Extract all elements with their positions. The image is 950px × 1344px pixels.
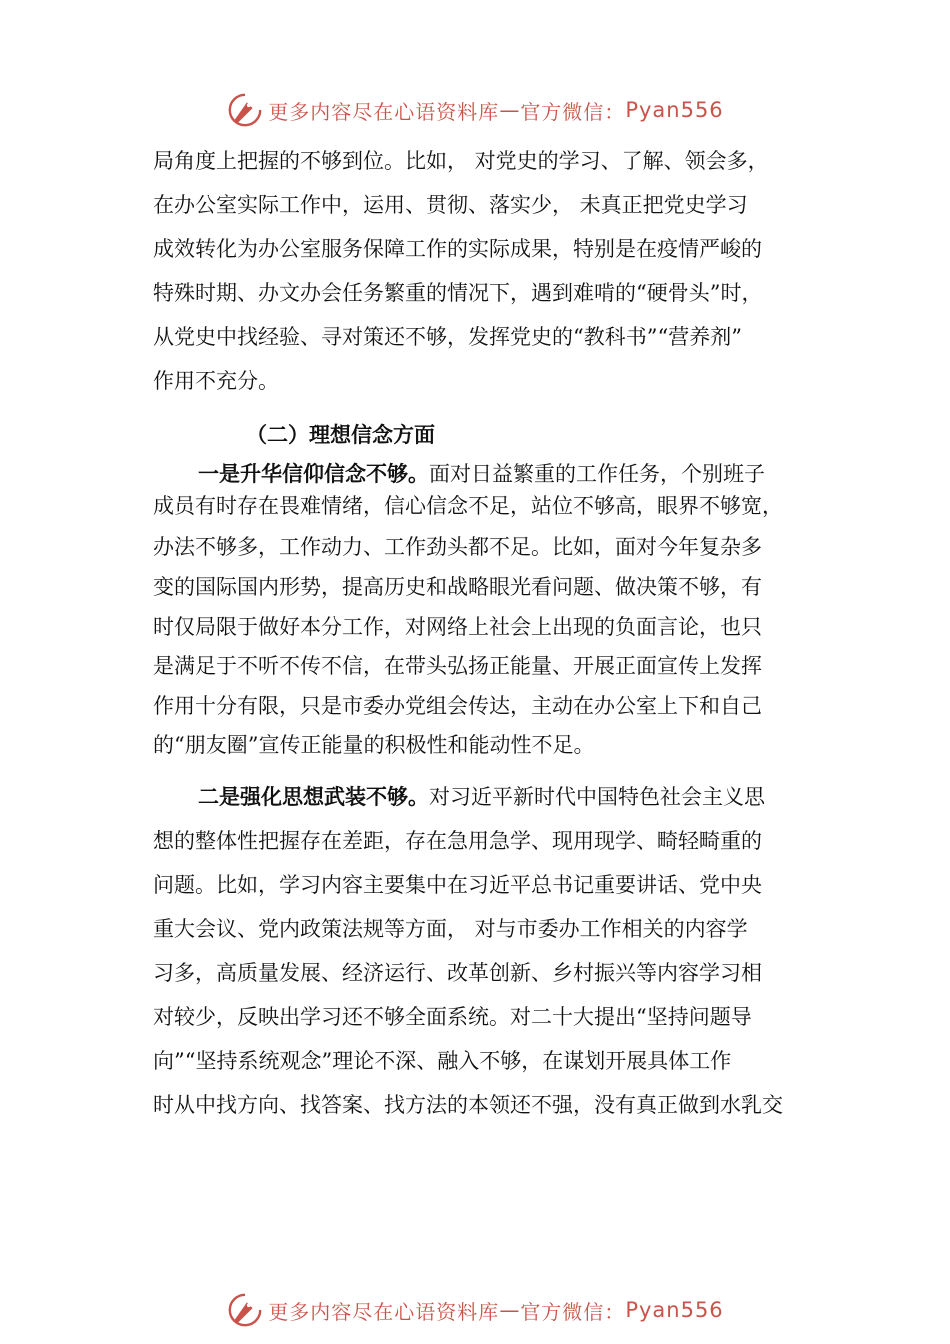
body-line: 的“朋友圈”宣传正能量的积极性和能动性不足。: [153, 733, 595, 757]
top-watermark-banner: [0, 90, 950, 130]
body-line: 作用十分有限，只是市委办党组会传达，主动在办公室上下和自己: [153, 694, 762, 718]
body-line: 作用不充分。: [153, 369, 279, 393]
pen-nib-logo-icon: [226, 1291, 264, 1329]
paragraph-text: 对习近平新时代中国特色社会主义思: [429, 785, 765, 809]
paragraph-first-line: [198, 782, 765, 812]
body-line: 时从中找方向、找答案、找方法的本领还不强，没有真正做到水乳交: [153, 1093, 783, 1117]
body-line: 变的国际国内形势，提高历史和战略眼光看问题、做决策不够，有: [153, 575, 762, 599]
paragraph-text: 面对日益繁重的工作任务，个别班子: [429, 462, 765, 486]
body-line: 办法不够多，工作动力、工作劲头都不足。比如，面对今年复杂多: [153, 535, 762, 559]
body-line: 向”“坚持系统观念”理论不深、融入不够，在谋划开展具体工作: [153, 1049, 732, 1073]
body-line: 想的整体性把握存在差距，存在急用急学、现用现学、畸轻畸重的: [153, 829, 762, 853]
section-heading: （二）理想信念方面: [246, 423, 435, 447]
body-line: 重大会议、党内政策法规等方面， 对与市委办工作相关的内容学: [153, 917, 748, 941]
watermark-wechat-id: Pyan556: [625, 1298, 724, 1322]
body-line: 在办公室实际工作中，运用、贯彻、落实少， 未真正把党史学习: [153, 193, 748, 217]
body-line: 局角度上把握的不够到位。比如， 对党史的学习、了解、领会多，: [153, 149, 769, 173]
body-line: 成效转化为办公室服务保障工作的实际成果，特别是在疫情严峻的: [153, 237, 762, 261]
bottom-watermark-banner: [0, 1290, 950, 1330]
body-line: 特殊时期、办文办会任务繁重的情况下，遇到难啃的“硬骨头”时，: [153, 281, 763, 305]
body-line: 习多，高质量发展、经济运行、改革创新、乡村振兴等内容学习相: [153, 961, 762, 985]
body-line: 时仅局限于做好本分工作，对网络上社会上出现的负面言论，也只: [153, 615, 762, 639]
body-line: 对较少，反映出学习还不够全面系统。对二十大提出“坚持问题导: [153, 1005, 752, 1029]
pen-nib-logo-icon: [226, 91, 264, 129]
watermark-wechat-id: Pyan556: [625, 98, 724, 122]
watermark-dash: —: [499, 98, 521, 122]
watermark-text: 更多内容尽在心语资料库: [268, 99, 500, 124]
watermark-label: 官方微信：: [520, 99, 626, 124]
paragraph-lead: 二是强化思想武装不够。: [198, 785, 429, 809]
body-line: 从党史中找经验、寻对策还不够，发挥党史的“教科书”“营养剂”: [153, 325, 742, 349]
body-line: 是满足于不听不传不信，在带头弘扬正能量、开展正面宣传上发挥: [153, 654, 762, 678]
paragraph-first-line: [198, 459, 765, 489]
body-line: 问题。比如，学习内容主要集中在习近平总书记重要讲话、党中央: [153, 873, 762, 897]
watermark-dash: —: [499, 1298, 521, 1322]
body-line: 成员有时存在畏难情绪，信心信念不足，站位不够高，眼界不够宽，: [153, 494, 783, 518]
paragraph-lead: 一是升华信仰信念不够。: [198, 462, 429, 486]
watermark-text: 更多内容尽在心语资料库: [268, 1299, 500, 1324]
watermark-label: 官方微信：: [520, 1299, 626, 1324]
